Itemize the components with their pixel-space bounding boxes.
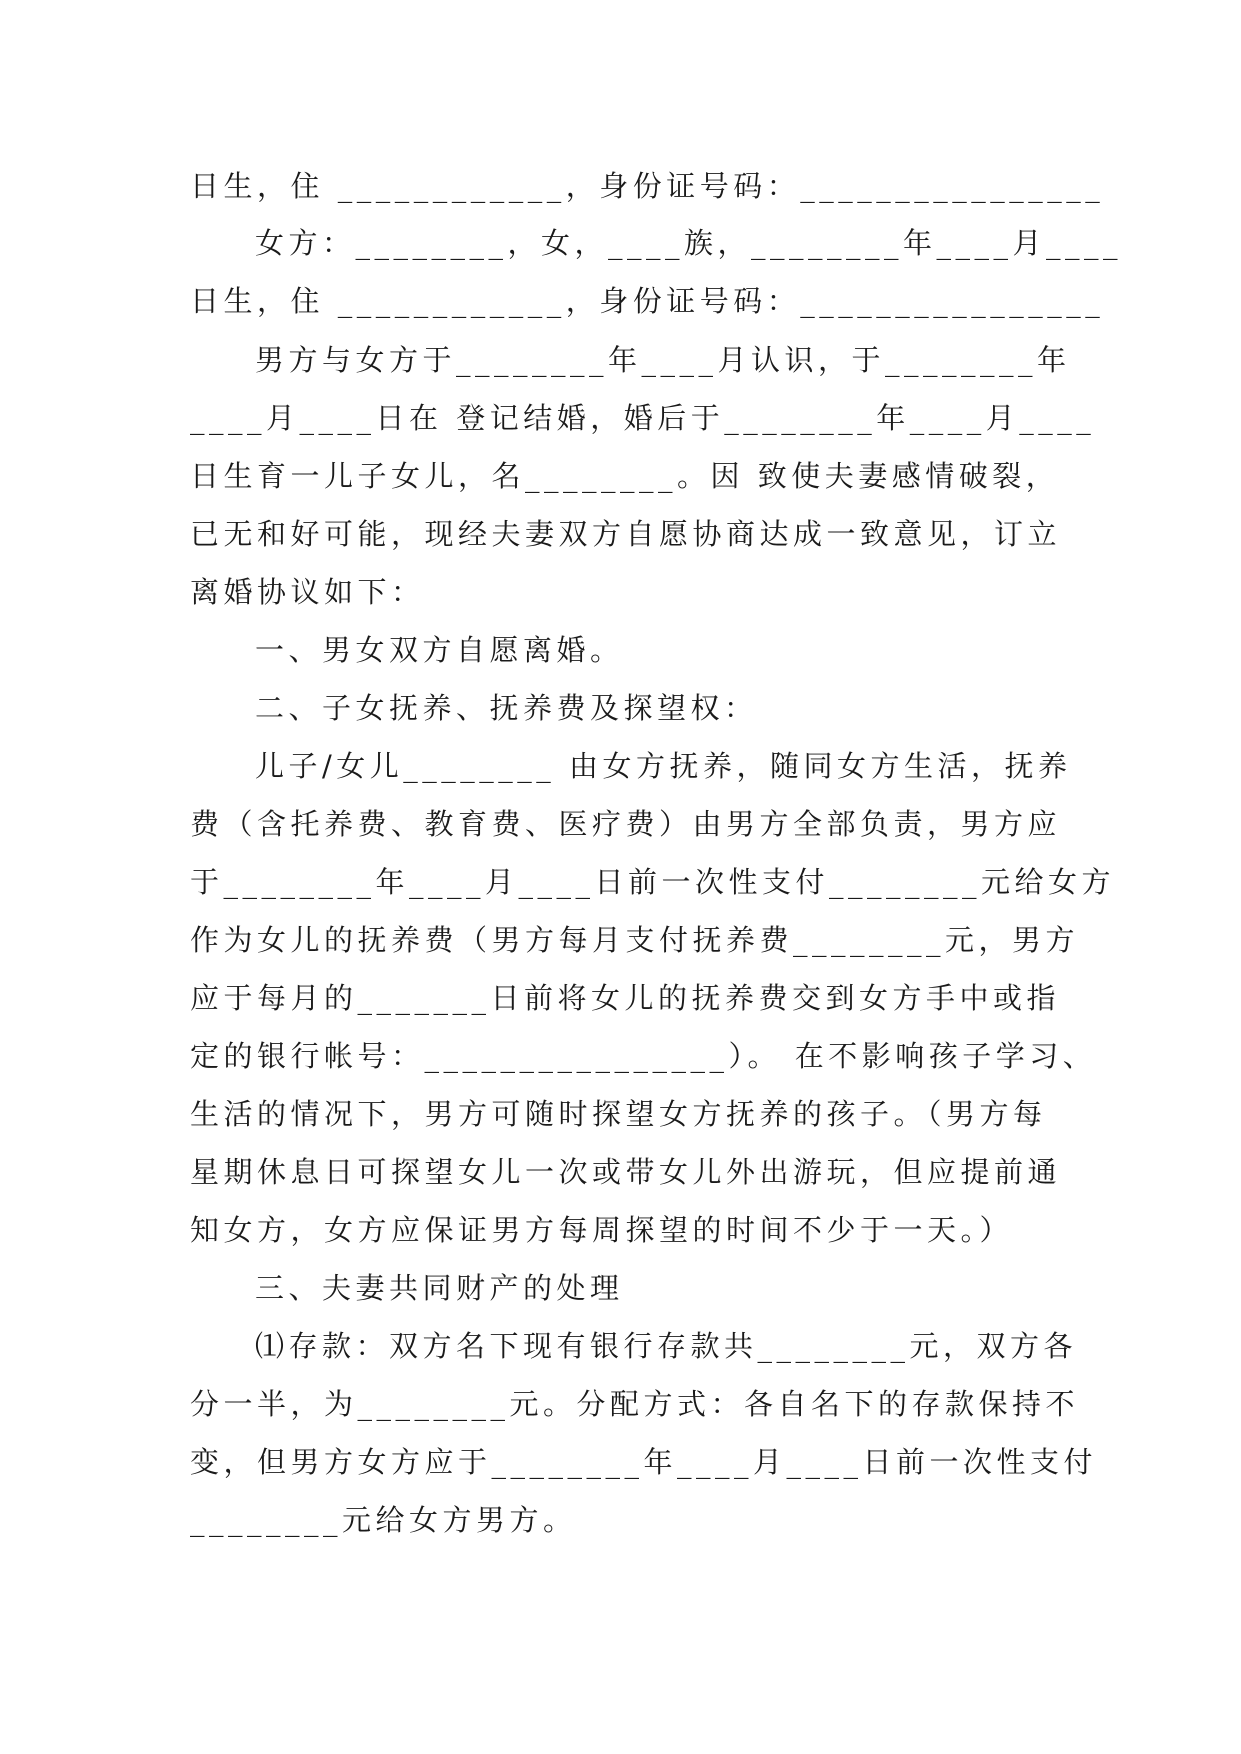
text-line: 分一半，为________元。分配方式：各自名下的存款保持不 [190, 1387, 1080, 1421]
clause-heading: 三、夫妻共同财产的处理 [255, 1271, 624, 1305]
clause-heading: 二、子女抚养、抚养费及探望权： [255, 691, 758, 725]
text-line: 定的银行帐号：________________）。 在不影响孩子学习、 [190, 1039, 1097, 1073]
text-line: 离婚协议如下： [190, 575, 425, 609]
text-line: 费（含托养费、教育费、医疗费）由男方全部负责，男方应 [190, 807, 1062, 841]
text-line: 儿子/女儿________ 由女方抚养，随同女方生活，抚养 [255, 749, 1072, 783]
text-line: ________元给女方男方。 [190, 1503, 577, 1537]
text-line: ⑴存款：双方名下现有银行存款共________元，双方各 [255, 1329, 1078, 1363]
text-line: 日生育一儿子女儿，名________。因 致使夫妻感情破裂， [190, 459, 1060, 493]
text-line: ____月____日在 登记结婚，婚后于________年____月____ [190, 401, 1096, 435]
text-line: 日生，住 ____________，身份证号码：________________ [190, 284, 1105, 318]
text-line: 作为女儿的抚养费（男方每月支付抚养费________元，男方 [190, 923, 1080, 957]
text-line: 知女方，女方应保证男方每周探望的时间不少于一天。） [190, 1213, 1014, 1247]
text-line: 星期休息日可探望女儿一次或带女儿外出游玩，但应提前通 [190, 1155, 1062, 1189]
text-line: 已无和好可能，现经夫妻双方自愿协商达成一致意见，订立 [190, 517, 1062, 551]
text-line: 生活的情况下，男方可随时探望女方抚养的孩子。（男方每 [190, 1097, 1047, 1131]
clause-heading: 一、男女双方自愿离婚。 [255, 633, 624, 667]
text-line: 男方与女方于________年____月认识，于________年 [255, 343, 1071, 377]
text-line: 日生，住 ____________，身份证号码：________________ [190, 169, 1105, 203]
text-line: 于________年____月____日前一次性支付________元给女方 [190, 865, 1116, 899]
text-line: 应于每月的_______日前将女儿的抚养费交到女方手中或指 [190, 981, 1061, 1015]
text-line: 变，但男方女方应于________年____月____日前一次性支付 [190, 1445, 1098, 1479]
text-line: 女方：________，女，____族，________年____月____ [255, 226, 1123, 260]
